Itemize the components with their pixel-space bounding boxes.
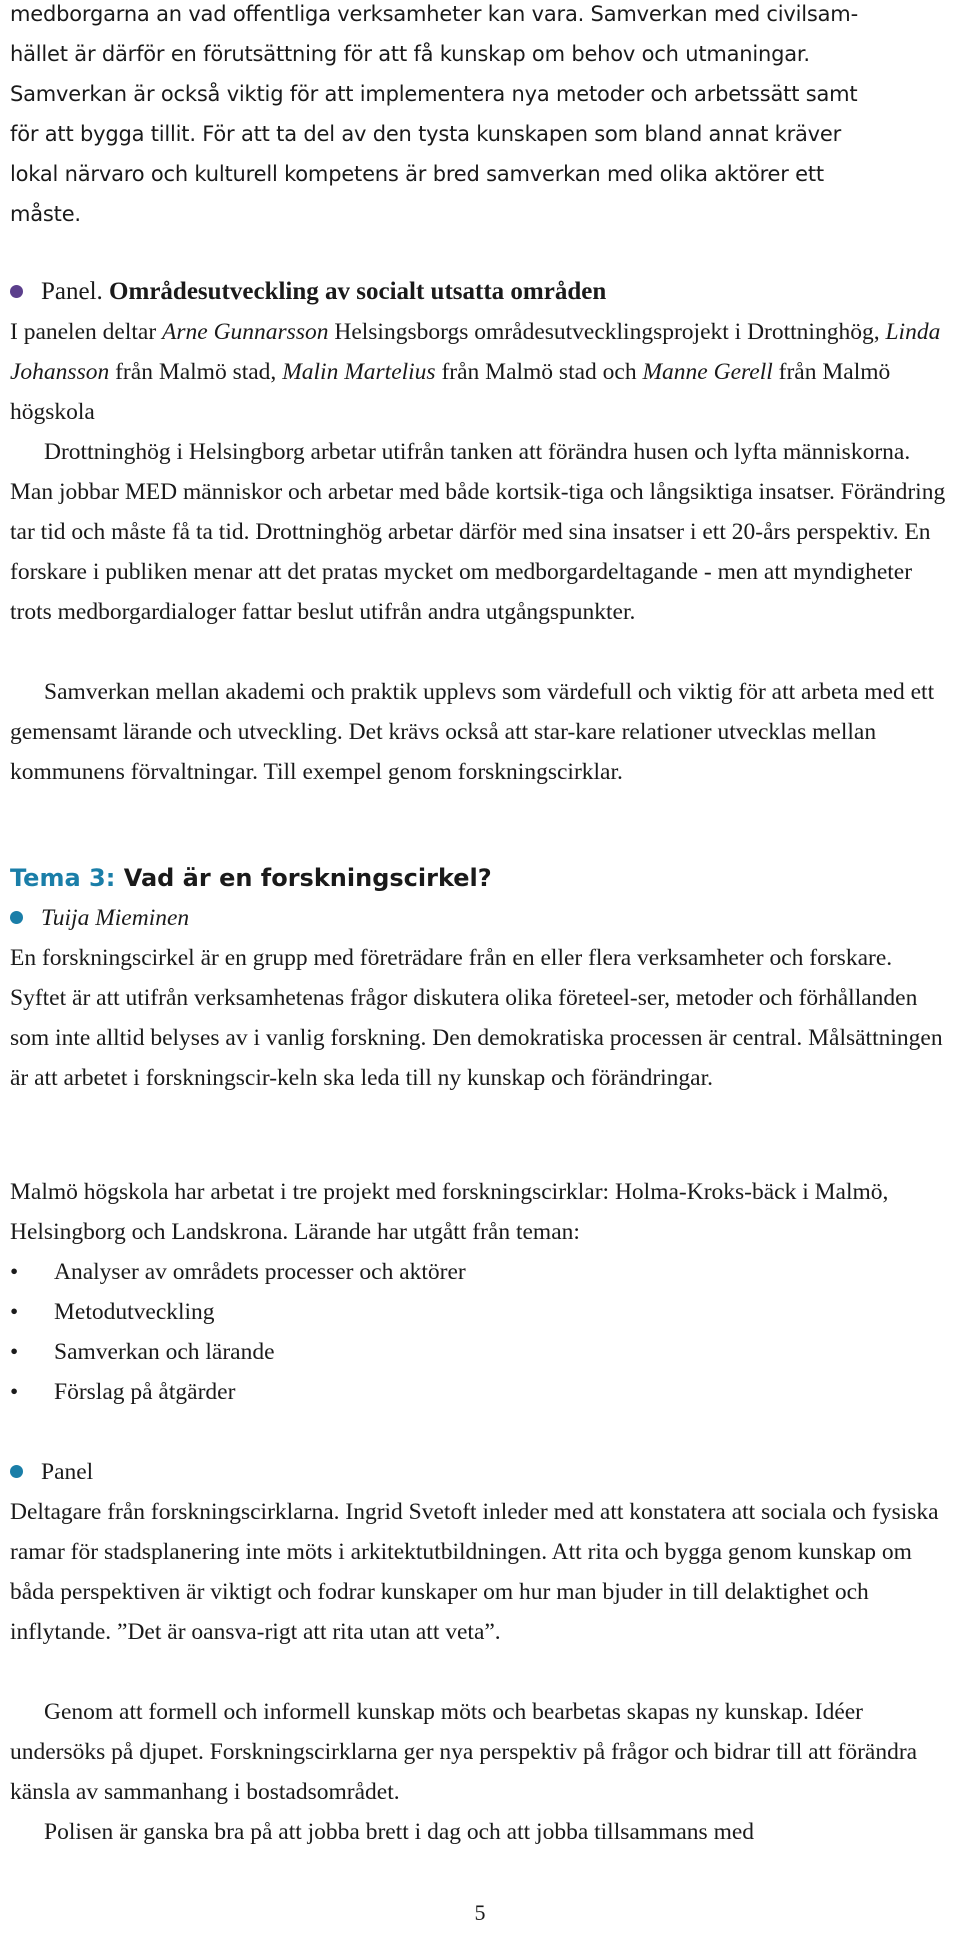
bullet-icon: • <box>10 1379 19 1405</box>
bullet-dot-icon <box>10 1465 23 1478</box>
intro-line: hället är därför en förutsättning för att få kunskap om behov och utmaningar. <box>10 42 810 66</box>
page-number: 5 <box>474 1900 486 1925</box>
panel1-paragraph-3: Samverkan mellan akademi och praktik upplevs som värdefull och viktig för att arbeta med ett gemensamt lärande och utveckling. Det krävs också att star-kare relationer utvecklas mellan kommunens förvaltningar. Till exempel genom forskningscirklar. <box>10 679 935 785</box>
panel2-label: Panel <box>41 1459 94 1485</box>
intro-line: för att bygga tillit. För att ta del av den tysta kunskapen som bland annat kräver <box>10 122 842 146</box>
text: från Malmö högskola <box>10 359 891 425</box>
bullet-icon: • <box>10 1259 19 1285</box>
tema3-title: Vad är en forskningscirkel? <box>123 864 492 892</box>
bullet-dot-icon <box>10 911 23 924</box>
tema3-speaker-line <box>10 898 189 938</box>
participant-name: Malin Martelius <box>282 359 436 385</box>
text: från Malmö stad och <box>435 359 643 385</box>
list-item-text: Metodutveckling <box>54 1299 215 1325</box>
panel2-paragraph-3: Polisen är ganska bra på att jobba brett i dag och att jobba tillsammans med <box>44 1819 755 1845</box>
bullet-icon: • <box>10 1339 19 1365</box>
list-item <box>10 1292 466 1332</box>
intro-line: medborgarna an vad offentliga verksamheter kan vara. Samverkan med civilsam- <box>10 2 858 26</box>
list-item-text: Analyser av områdets processer och aktörer <box>54 1259 466 1285</box>
bullet-icon: • <box>10 1299 19 1325</box>
tema3-speaker: Tuija Mieminen <box>41 905 190 931</box>
intro-line: Samverkan är också viktig för att implementera nya metoder och arbetssätt samt <box>10 82 858 106</box>
list-item-text: Samverkan och lärande <box>54 1339 275 1365</box>
panel1-paragraph-2: Drottninghög i Helsingborg arbetar utifrån tanken att förändra husen och lyfta människorna. Man jobbar MED människor och arbetar med både kortsik-tiga och långsiktiga insatser. Förändring tar tid och måste få ta tid. Drottninghög arbetar därför med sina insatser i ett 20-års perspektiv. En forskare i publiken menar att det pratas mycket om medborgardeltagande - men att myndigheter trots medborgardialoger fattar beslut utifrån andra utgångspunkter. <box>10 439 946 625</box>
tema3-lead: Tema 3: <box>10 864 116 892</box>
panel1-participants <box>10 312 954 432</box>
bullet-dot-icon <box>10 285 23 298</box>
list-item <box>10 1332 466 1372</box>
panel2-paragraph-1: Deltagare från forskningscirklarna. Ingrid Svetoft inleder med att konstatera att sociala och fysiska ramar för stadsplanering inte möts i arkitektutbildningen. Att rita och bygga genom kunskap om båda perspektiven är viktigt och fodrar kunskaper om hur man bjuder in till delaktighet och inflytande. ”Det är oansva-rigt att rita utan att veta”. <box>10 1499 939 1645</box>
panel1-title: Områdesutveckling av socialt utsatta områden <box>109 278 607 305</box>
panel1-prefix: Panel. <box>41 278 103 305</box>
tema3-paragraph-2: Malmö högskola har arbetat i tre projekt med forskningscirklar: Holma-Kroks-bäck i Malmö, Helsingborg och Landskrona. Lärande har utgått från teman: <box>10 1179 889 1245</box>
participant-name: Linda Johansson <box>10 319 941 385</box>
text: från Malmö stad, <box>109 359 283 385</box>
intro-paragraph <box>10 0 954 234</box>
theme-bullet-list <box>10 1252 466 1412</box>
list-item <box>10 1252 466 1292</box>
list-item-text: Förslag på åtgärder <box>54 1379 236 1405</box>
intro-line: måste. <box>10 202 81 226</box>
intro-line: lokal närvaro och kulturell kompetens är bred samverkan med olika aktörer ett <box>10 162 824 186</box>
participant-name: Arne Gunnarsson <box>162 319 329 345</box>
list-item <box>10 1372 466 1412</box>
text: Helsingsborgs områdesutvecklingsprojekt i Drottninghög, <box>328 319 886 345</box>
panel2-paragraph-2: Genom att formell och informell kunskap möts och bearbetas skapas ny kunskap. Idéer undersöks på djupet. Forskningscirklarna ger nya perspektiv på frågor och bidrar till att förändra känsla av sammanhang i bostadsområdet. <box>10 1699 918 1805</box>
participant-name: Manne Gerell <box>642 359 773 385</box>
tema3-paragraph-1: En forskningscirkel är en grupp med företrädare från en eller flera verksamheter och forskare. Syftet är att utifrån verksamhetenas frågor diskutera olika företeel-ser, metoder och förhållanden som inte alltid belyses av i vanlig forskning. Den demokratiska processen är central. Målsättningen är att arbetet i forskningscir-keln ska leda till ny kunskap och förändringar. <box>10 945 943 1091</box>
panel2-heading <box>10 1452 93 1492</box>
tema3-heading <box>10 858 492 898</box>
text: I panelen deltar <box>10 319 163 345</box>
panel1-heading <box>10 272 606 312</box>
